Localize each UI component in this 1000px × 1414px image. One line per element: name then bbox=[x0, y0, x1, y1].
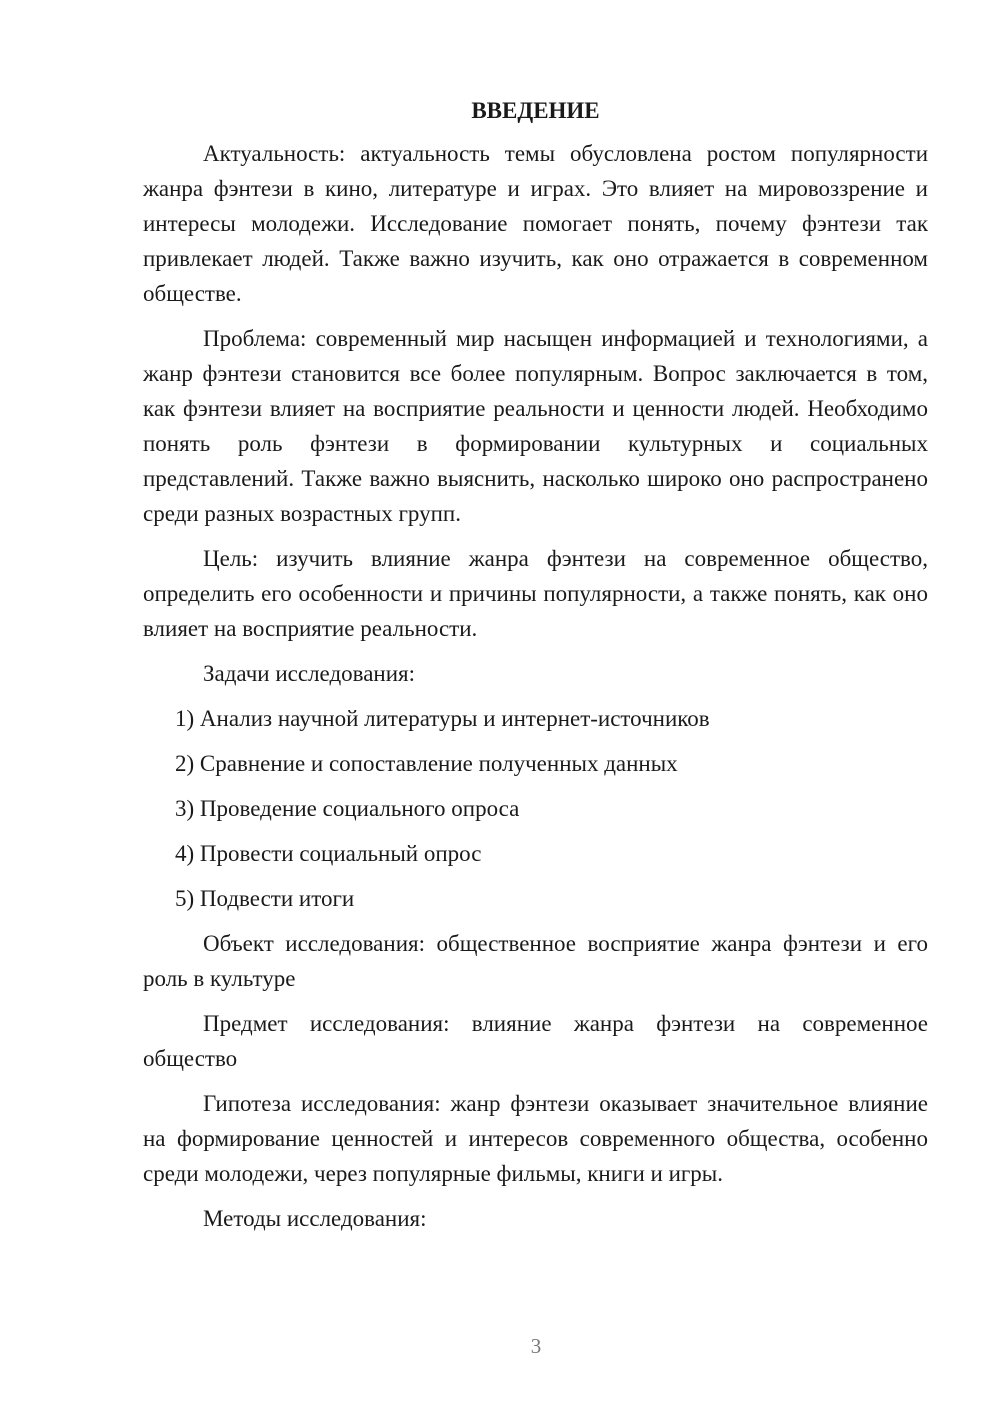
hypothesis-paragraph: Гипотеза исследования: жанр фэнтези оказывает значительное влияние на формирование ценностей и интересов современного общества, особенно среди молодежи, через популярные фильмы, книги и игры. bbox=[143, 1091, 928, 1186]
subject-paragraph: Предмет исследования: влияние жанра фэнтези на современное общество bbox=[143, 1011, 928, 1071]
page-content bbox=[143, 96, 928, 1246]
task-item: 1) Анализ научной литературы и интернет-источников bbox=[175, 706, 710, 731]
task-item: 4) Провести социальный опрос bbox=[175, 841, 482, 866]
task-item: 3) Проведение социального опроса bbox=[175, 796, 520, 821]
task-item: 2) Сравнение и сопоставление полученных данных bbox=[175, 751, 678, 776]
tasks-heading: Задачи исследования: bbox=[203, 661, 416, 686]
relevance-paragraph: Актуальность: актуальность темы обусловлена ростом популярности жанра фэнтези в кино, литературе и играх. Это влияет на мировоззрение и интересы молодежи. Исследование помогает понять, почему фэнтези так привлекает людей. Также важно изучить, как оно отражается в современном обществе. bbox=[143, 141, 928, 306]
goal-paragraph: Цель: изучить влияние жанра фэнтези на современное общество, определить его особенности и причины популярности, а также понять, как оно влияет на восприятие реальности. bbox=[143, 546, 928, 641]
tasks-list bbox=[143, 701, 928, 916]
methods-heading: Методы исследования: bbox=[203, 1206, 427, 1231]
object-paragraph: Объект исследования: общественное восприятие жанра фэнтези и его роль в культуре bbox=[143, 931, 928, 991]
problem-paragraph: Проблема: современный мир насыщен информацией и технологиями, а жанр фэнтези становится все более популярным. Вопрос заключается в том, как фэнтези влияет на восприятие реальности и ценности людей. Необходимо понять роль фэнтези в формировании культурных и социальных представлений. Также важно выяснить, насколько широко оно распространено среди разных возрастных групп. bbox=[143, 326, 928, 526]
page-number: 3 bbox=[530, 1334, 542, 1358]
section-title: ВВЕДЕНИЕ bbox=[471, 98, 600, 123]
task-item: 5) Подвести итоги bbox=[175, 886, 355, 911]
